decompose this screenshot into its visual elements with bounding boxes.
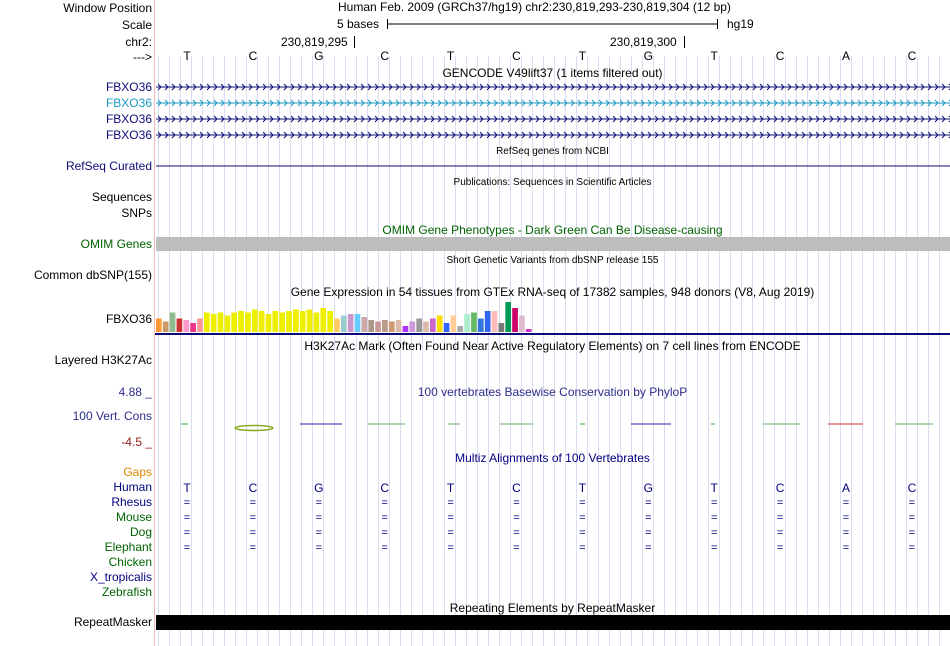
gtex-bar <box>300 311 306 332</box>
multiz-align-char: = <box>513 542 520 554</box>
gtex-bar <box>252 310 258 333</box>
gencode-item-4-label[interactable]: FBXO36 <box>105 128 152 142</box>
gencode-item-3-label[interactable]: FBXO36 <box>105 112 152 126</box>
refseq-label[interactable]: RefSeq Curated <box>65 159 152 173</box>
species-label-human[interactable]: Human <box>113 480 152 494</box>
multiz-align-char: = <box>249 512 257 524</box>
multiz-human-base: T <box>578 481 587 495</box>
species-label-dog[interactable]: Dog <box>129 525 152 539</box>
gtex-bar <box>334 319 340 333</box>
h3k27-title: H3K27Ac Mark (Often Found Near Active Regulatory Elements) on 7 cell lines from ENCODE <box>304 339 801 353</box>
gtex-bar <box>485 311 491 332</box>
multiz-align-char: = <box>842 512 850 524</box>
gtex-bar <box>348 314 354 332</box>
gtex-bar <box>266 314 272 332</box>
gtex-bar <box>526 329 532 332</box>
multiz-align-char: = <box>447 542 454 554</box>
multiz-align-char: = <box>776 512 784 524</box>
tracks-canvas[interactable] <box>155 0 950 646</box>
multiz-align-char: = <box>249 497 257 509</box>
gtex-bar <box>204 313 210 333</box>
multiz-align-char: = <box>908 497 916 509</box>
repeatmasker-feature-bar <box>156 615 950 630</box>
multiz-human-base: G <box>643 481 653 495</box>
gtex-bar <box>437 316 443 333</box>
gencode-item-1-label[interactable]: FBXO36 <box>105 80 152 94</box>
multiz-align-char: = <box>645 527 652 539</box>
gtex-bar <box>238 311 244 332</box>
multiz-human-base: T <box>710 481 718 495</box>
gtex-bar <box>190 323 196 332</box>
species-label-elephant[interactable]: Elephant <box>104 540 152 554</box>
gtex-bar <box>396 320 402 332</box>
gtex-bar <box>382 320 388 332</box>
multiz-align-char: = <box>645 497 652 509</box>
multiz-human-base: C <box>248 481 258 495</box>
multiz-align-char: = <box>315 512 323 524</box>
gtex-bar <box>211 314 217 332</box>
gtex-bar <box>259 311 265 332</box>
gtex-bar <box>286 311 292 332</box>
phylop-glyph <box>235 426 273 431</box>
gtex-bar <box>341 316 347 333</box>
multiz-align-char: = <box>183 512 191 524</box>
multiz-align-char: = <box>183 497 191 509</box>
multiz-align-char: = <box>381 497 388 509</box>
gtex-bar <box>389 322 395 333</box>
multiz-align-char: = <box>776 497 784 509</box>
refseq-title: RefSeq genes from NCBI <box>496 146 609 157</box>
phylop-title: 100 vertebrates Basewise Conservation by PhyloP <box>417 385 688 399</box>
multiz-align-char: = <box>447 527 454 539</box>
gtex-bar <box>272 311 278 332</box>
multiz-align-char: = <box>381 527 388 539</box>
base-letter: C <box>380 49 390 63</box>
gencode-feature-1[interactable] <box>156 84 950 90</box>
base-letter: C <box>512 49 521 63</box>
gtex-bar <box>409 322 415 333</box>
gtex-bars <box>156 302 532 332</box>
multiz-align-char: = <box>710 542 718 554</box>
species-label-rhesus[interactable]: Rhesus <box>111 495 152 509</box>
gtex-bar <box>177 319 183 333</box>
species-label-mouse[interactable]: Mouse <box>115 510 152 524</box>
gtex-bar <box>245 313 251 333</box>
phylop-min-label: -4.5 _ <box>121 435 152 449</box>
gtex-bar <box>478 319 484 333</box>
window-position-label: Window Position <box>63 1 152 15</box>
gtex-bar <box>430 319 436 333</box>
gtex-bar <box>218 313 224 333</box>
multiz-align-char: = <box>710 512 718 524</box>
gtex-bar <box>519 316 525 333</box>
coord-left: 230,819,295 <box>281 35 348 49</box>
multiz-align-char: = <box>645 512 652 524</box>
multiz-align-char: = <box>710 527 718 539</box>
multiz-align-char: = <box>645 542 652 554</box>
gtex-bar <box>231 313 237 333</box>
base-letter: C <box>775 49 785 63</box>
species-label-chicken[interactable]: Chicken <box>108 555 152 569</box>
base-letter: C <box>907 49 917 63</box>
gtex-bar <box>499 323 505 332</box>
multiz-align-char: = <box>381 542 388 554</box>
multiz-align-char: = <box>249 527 257 539</box>
scale-label: Scale <box>121 18 152 32</box>
multiz-align-char: = <box>579 497 586 509</box>
gtex-bar <box>403 326 409 332</box>
snps-label[interactable]: SNPs <box>121 206 152 220</box>
gtex-bar <box>225 316 231 333</box>
gtex-bar <box>444 323 450 332</box>
strand-arrow-label: ---> <box>133 50 152 64</box>
gtex-bar <box>492 311 498 332</box>
gtex-bar <box>512 308 518 332</box>
base-letter: T <box>446 49 455 63</box>
gtex-bar <box>197 319 203 333</box>
gtex-bar <box>156 319 162 333</box>
multiz-align-char: = <box>315 497 323 509</box>
gtex-bar <box>355 314 361 332</box>
gtex-bar <box>368 320 374 332</box>
gtex-bar <box>375 322 381 333</box>
multiz-align-char: = <box>842 497 850 509</box>
multiz-align-char: = <box>183 542 191 554</box>
species-label-x_tropicalis[interactable]: X_tropicalis <box>89 570 152 584</box>
h3k27-label[interactable]: Layered H3K27Ac <box>54 353 152 367</box>
multiz-align-char: = <box>447 497 454 509</box>
gtex-bar <box>279 313 285 333</box>
multiz-human-base: T <box>446 481 455 495</box>
omim-feature-bar <box>156 237 950 251</box>
multiz-align-char: = <box>513 512 520 524</box>
scale-db-text: hg19 <box>727 17 754 31</box>
multiz-align-char: = <box>776 542 784 554</box>
multiz-align-char: = <box>513 497 520 509</box>
dbsnp-title: Short Genetic Variants from dbSNP release 155 <box>446 255 659 266</box>
gtex-bar <box>464 314 470 332</box>
multiz-human-base: C <box>380 481 390 495</box>
base-letter: T <box>183 49 191 63</box>
gtex-title: Gene Expression in 54 tissues from GTEx RNA-seq of 17382 samples, 948 donors (V8, Aug 2019) <box>290 285 815 299</box>
multiz-align-char: = <box>710 497 718 509</box>
repeatmasker-label[interactable]: RepeatMasker <box>73 615 152 629</box>
chrom-label: chr2: <box>125 35 152 49</box>
multiz-align-char: = <box>183 527 191 539</box>
gtex-bar <box>170 313 176 333</box>
gtex-label[interactable]: FBXO36 <box>105 312 152 326</box>
gtex-bar <box>320 308 326 332</box>
species-label-zebrafish[interactable]: Zebrafish <box>101 585 152 599</box>
gtex-bar <box>163 322 169 333</box>
dbsnp-label[interactable]: Common dbSNP(155) <box>33 268 152 282</box>
multiz-align-char: = <box>908 527 916 539</box>
multiz-human-base: C <box>775 481 785 495</box>
track-area[interactable] <box>155 0 950 646</box>
multiz-align-char: = <box>908 542 916 554</box>
multiz-human-base: G <box>314 481 324 495</box>
multiz-human-base: C <box>907 481 917 495</box>
multiz-align-char: = <box>908 512 916 524</box>
gencode-feature-4[interactable] <box>156 132 950 138</box>
gencode-feature-3[interactable] <box>156 116 950 122</box>
gtex-bar <box>505 302 511 332</box>
multiz-align-char: = <box>447 512 454 524</box>
multiz-human-base: T <box>183 481 191 495</box>
sequences-label[interactable]: Sequences <box>91 190 152 204</box>
phylop-max-label: 4.88 _ <box>118 385 152 399</box>
publications-title: Publications: Sequences in Scientific Articles <box>453 177 652 188</box>
gencode-title: GENCODE V49lift37 (1 items filtered out) <box>442 66 663 80</box>
multiz-align-char: = <box>381 512 388 524</box>
multiz-align-char: = <box>579 512 586 524</box>
multiz-align-char: = <box>513 527 520 539</box>
gtex-bar <box>457 326 463 332</box>
base-letter: A <box>841 49 851 63</box>
multiz-title: Multiz Alignments of 100 Vertebrates <box>455 451 650 465</box>
gtex-bar <box>451 316 457 333</box>
gencode-item-2-label[interactable]: FBXO36 <box>105 96 152 110</box>
gtex-bar <box>183 320 189 332</box>
multiz-align-char: = <box>776 527 784 539</box>
base-letter: T <box>578 49 587 63</box>
gtex-bar <box>471 313 477 333</box>
base-letter: C <box>248 49 258 63</box>
omim-title: OMIM Gene Phenotypes - Dark Green Can Be Disease-causing <box>382 223 723 237</box>
assembly-position-text: Human Feb. 2009 (GRCh37/hg19) chr2:230,819,293-230,819,304 (12 bp) <box>338 0 731 14</box>
multiz-align-char: = <box>842 542 850 554</box>
multiz-align-char: = <box>579 527 586 539</box>
gtex-bar <box>327 311 333 332</box>
gtex-bar <box>314 313 320 333</box>
base-letter: G <box>643 49 653 63</box>
multiz-human-base: C <box>512 481 521 495</box>
gtex-bar <box>293 310 299 333</box>
multiz-align-char: = <box>315 542 323 554</box>
gtex-bar <box>416 319 422 333</box>
gtex-bar <box>362 317 368 332</box>
gtex-bar <box>423 322 429 333</box>
gencode-feature-2[interactable] <box>156 100 950 106</box>
omim-label[interactable]: OMIM Genes <box>80 237 152 251</box>
scale-bases-text: 5 bases <box>337 17 380 31</box>
base-letter: G <box>314 49 324 63</box>
multiz-human-base: A <box>841 481 851 495</box>
gaps-label[interactable]: Gaps <box>123 465 152 479</box>
multiz-align-char: = <box>842 527 850 539</box>
coord-right: 230,819,300 <box>610 35 677 49</box>
multiz-align-char: = <box>249 542 257 554</box>
gtex-bar <box>307 310 313 333</box>
base-letter: T <box>710 49 718 63</box>
multiz-align-char: = <box>579 542 586 554</box>
phylop-label[interactable]: 100 Vert. Cons <box>72 409 152 423</box>
repeatmasker-title: Repeating Elements by RepeatMasker <box>449 601 656 615</box>
multiz-align-char: = <box>315 527 323 539</box>
